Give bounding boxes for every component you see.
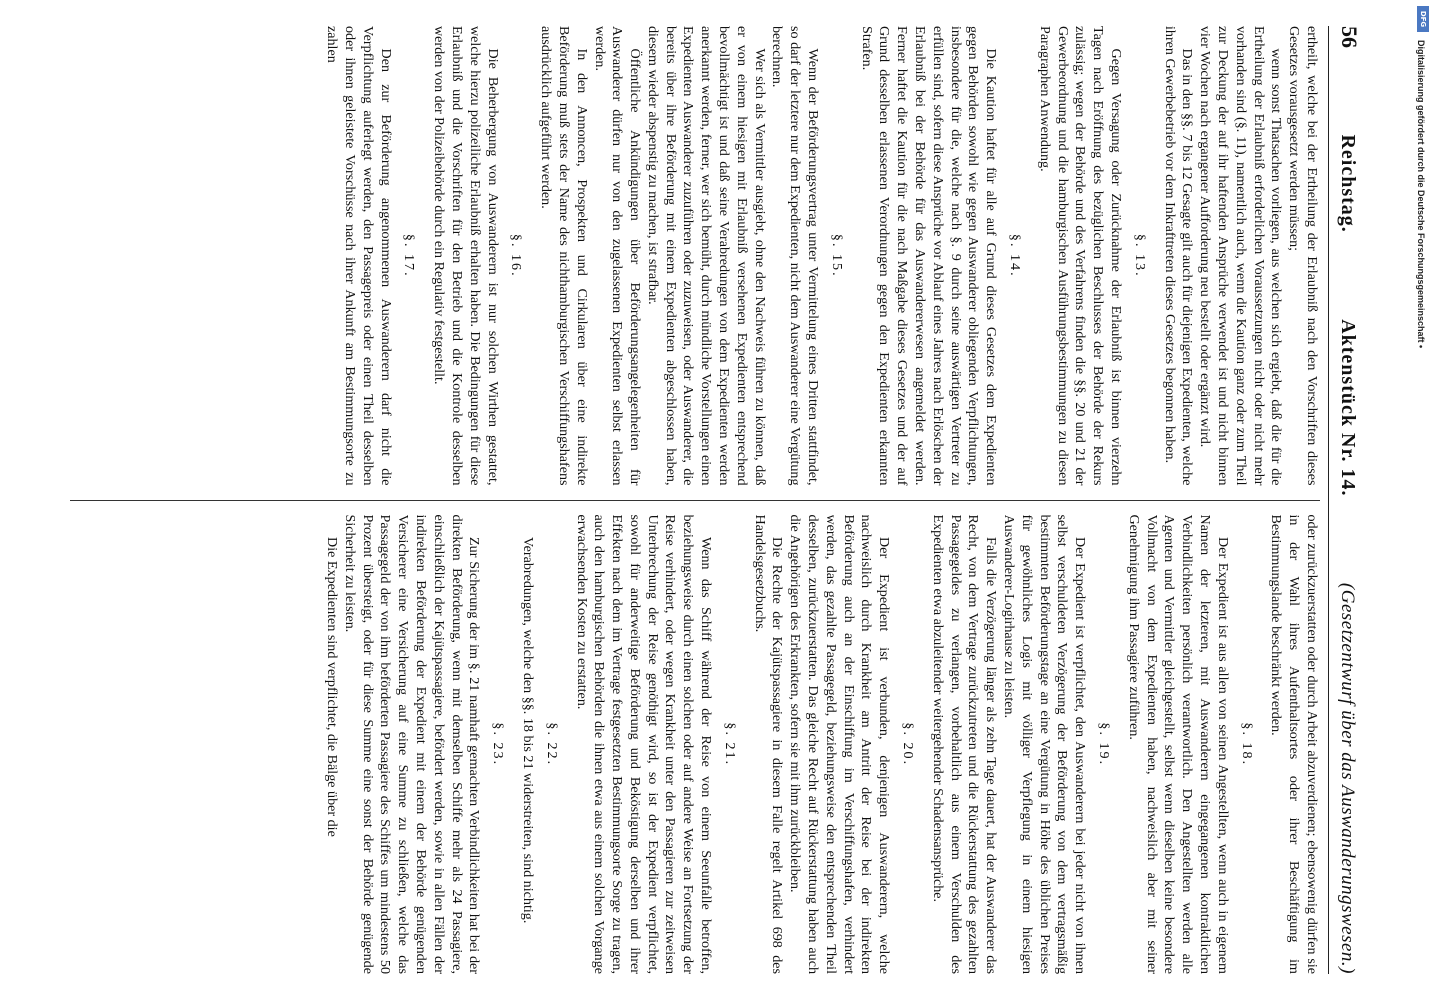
document-number: Aktenstück Nr. 14. xyxy=(1337,319,1359,497)
section-heading: §. 17. xyxy=(401,233,418,278)
paragraph: Wenn der Beförderungsvertrag unter Vermittelung eines Dritten stattfindet, so darf der letztere nur dem Expedienten, nicht dem Auswanderer eine Vergütung berechnen. xyxy=(769,26,822,486)
page-number: 56 xyxy=(1337,26,1362,48)
right-column xyxy=(70,515,1320,975)
left-column xyxy=(70,26,1320,486)
paragraph: Der Expedient ist verbunden, denjenigen Auswanderern, welche nachweislich durch Krankheit am Antritt der Reise bei der indirekten Beförderung auch an der Einschiffung im Verschiffungshafen, verhindert werden, das gezahlte Passagegeld, beziehungsweise den entsprechenden Theil desselben, zurückzuerstatten. Das gleiche Recht auf Rückerstattung haben auch die Angehörigen des Erkrankten, sofern sie mit ihm zurückbleiben. xyxy=(787,514,893,974)
paragraph: Verabredungen, welche den §§. 18 bis 21 widerstreiten, sind nichtig. xyxy=(519,537,536,924)
paragraph: Gegen Versagung oder Zurücknahme der Erlaubniß ist binnen vierzehn Tagen nach Eröffnung des bezüglichen Beschlusses der Behörde der Rekurs zulässig; wegen der Behörde und des Verfahrens finden die §§. 20 und 21 der Gewerbeordnung und die hamburgischen Ausführungsbestimmungen zu diesen Paragraphen Anwendung. xyxy=(1036,26,1125,486)
paragraph: Die Beherbergung von Auswanderern ist nur solchen Wirthen gestattet, welche hierzu polizeiliche Erlaubniß erhalten haben. Die Bedingungen für diese Erlaubniß und die Vorschriften für den Betrieb und die Kontrole desselben werden von der Polizeibehörde durch ein Regulativ festgestellt. xyxy=(431,26,501,486)
paragraph: Der Expedient ist aus allen von seinen Angestellten, wenn auch in eigenem Namen der letzteren, mit Auswanderern eingegangenen kontraktlichen Verbindlichkeiten persönlich verantwortlich. Den Angestellten werden alle Agenten und Vermittler gleichgestellt, selbst wenn dieselben keine besondere Vollmacht von dem Expedienten haben, nachweislich aber mit seiner Genehmigung ihm Passagiere zuführen. xyxy=(1125,514,1231,974)
section-heading: §. 16. xyxy=(508,233,525,278)
dfg-logo: DFG xyxy=(1417,6,1429,32)
paragraph: Falls die Verzögerung länger als zehn Tage dauert, hat der Auswanderer das Recht, von dem Vertrage zurückzutreten und die Rückerstattung des gezahlten Passagegeldes zu verlangen, vorbehaltlich aus einem Verschulden des Expedienten etwa abzuleitender weitergehender Schadensansprüche. xyxy=(929,514,1000,974)
paragraph: Den zur Beförderung angenommenen Auswanderern darf nicht die Verpflichtung auferlegt werden, den Passagepreis oder einen Theil desselben oder ihnen geleistete Vorschüsse nach ihrer Ankunft am Bestimmungsorte zu zahlen xyxy=(324,26,394,486)
section-heading: §. 20. xyxy=(900,722,917,767)
running-head xyxy=(1328,26,1362,974)
section-heading: §. 14. xyxy=(1007,233,1024,278)
paragraph: Die Kaution haftet für alle auf Grund dieses Gesetzes dem Expedienten gegen Behörden sowohl wie gegen Auswanderer obliegenden Verpflichtungen, insbesondere für die, welche nach §. 9 durch seine auswärtigen Vertreter zu erfüllen sind, sofern diese Ansprüche vor Ablauf eines Jahres nach Erlöschen der Erlaubniß bei der Behörde für das Auswandererwesen angemeldet werden. Ferner haftet die Kaution für die nach Maßgabe dieses Gesetzes und der auf Grund desselben erlassenen Verordnungen gegen den Expedienten erkannten Strafen. xyxy=(858,26,1000,486)
paragraph: Wenn das Schiff während der Reise von einem Seeunfalle betroffen, beziehungsweise durch einen solchen oder auf andere Weise an Fortsetzung der Reise verhindert, oder wegen Krankheit unter den Passagieren zur zeitweisen Unterbrechung der Reise genöthigt wird, so ist der Expedient verpflichtet, sowohl für anderweitige Beförderung und Beköstigung derselben und ihrer Effekten nach dem im Vertrage festgesetzten Bestimmungsorte Sorge zu tragen, auch den hamburgischen Behörden die ihnen etwa aus einem solchen Vorgange erwachsenden Kosten zu erstatten. xyxy=(573,514,715,974)
paragraph: Die Expedienten sind verpflichtet, die Bälge über die xyxy=(323,537,340,837)
paragraph: wenn sonst Thatsachen vorliegen, aus welchen sich ergiebt, daß die für die Ertheilung der Erlaubniß erforderlichen Voraussetzungen nicht oder nicht mehr vorhanden sind (§. 11), namentlich auch, wenn die Kaution ganz oder zum Theil zur Deckung der auf ihr haftenden Ansprüche verwendet ist und nicht binnen vier Wochen nach ergangener Aufforderung neu bestellt oder ergänzt wird. xyxy=(1197,26,1285,486)
section-heading: §. 22. xyxy=(543,722,560,767)
paragraph: Das in den §§. 7 bis 12 Gesagte gilt auch für diejenigen Expedienten, welche ihren Gewerbebetrieb vor dem Inkrafttreten dieses Gesetzes begonnen haben. xyxy=(1161,26,1196,486)
section-heading: §. 19. xyxy=(1096,722,1113,767)
section-heading: §. 18. xyxy=(1238,722,1255,767)
section-heading: §. 13. xyxy=(1131,233,1148,278)
paragraph: In den Annoncen, Prospekten und Cirkularen über eine indirekte Beförderung muß stets der Name des nichthamburgischen Verschiffungshafens ausdrücklich aufgeführt werden. xyxy=(538,26,590,486)
section-heading: §. 23. xyxy=(490,722,507,767)
paragraph: Der Expedient ist verpflichtet, den Auswanderern bei jeder nicht von ihnen selbst verschuldeten Verzögerung der Beförderung von dem vertragsmäßig bestimmten Beförderungstage an eine Vergütung in Höhe des üblichen Preises für gewöhnliches Logis mit völliger Verpflegung in einem hiesigen Auswanderer-Logirhause zu leisten. xyxy=(1001,514,1089,974)
paragraph: ertheilt, welche bei der Ertheilung der Erlaubniß nach den Vorschriften dieses Gesetzes vorausgesetzt werden müssen; xyxy=(1286,26,1320,486)
paragraph: oder zurückzuerstatten oder durch Arbeit abzuverdienen; ebensowenig dürfen sie in der Wahl ihres Aufenthaltsortes oder ihrer Beschäftigung im Bestimmungslande beschränkt werden. xyxy=(1268,514,1320,974)
paragraph: Öffentliche Ankündigungen über Beförderungsangelegenheiten für Auswanderer dürfen nur von den zugelassenen Expedienten selbst erlassen werden. xyxy=(591,26,644,486)
paragraph: Wer sich als Vermittler ausgiebt, ohne den Nachweis führen zu können, daß er von einem hiesigen mit Erlaubniß versehenen Expedienten entsprechend bevollmächtigt ist und daß seine Verabredungen von dem Expedienten werden anerkannt werden, ferner, wer sich bemüht, durch mündliche Vorstellungen einen Expedienten Auswanderer zuzuführen oder zuzuweisen, oder Auswanderer, die bereits über ihre Beförderung mit einem Expedienten abgeschlossen haben, diesem wieder abspenstig zu machen, ist strafbar. xyxy=(644,26,768,486)
text-columns xyxy=(70,26,1320,974)
document-page xyxy=(50,0,1380,1000)
column-divider xyxy=(70,500,1320,501)
section-heading: §. 15. xyxy=(828,233,845,278)
paragraph: Die Rechte der Kajütspassagiere in diesem Falle regelt Artikel 698 des Handelsgesetzbuchs. xyxy=(751,514,786,974)
parliament-title: Reichstag. xyxy=(1337,134,1359,233)
document-subject: (Gesetzentwurf über das Auswanderungswesen.) xyxy=(1337,582,1358,974)
section-heading: §. 21. xyxy=(721,722,738,767)
paragraph: Zur Sicherung der im §. 21 namhaft gemachten Verbindlichkeiten hat bei der direkten Beförderung, wenn mit demselben Schiffe mehr als 24 Passagiere, einschließlich der Kajütspassagiere, befördert werden, sowie in allen Fällen der indirekten Beförderung der Expedient mit einem der Behörde genügenden Versicherer eine Versicherung auf eine Summe zu schließen, welche das Passagegeld der von ihm beförderten Passagiere des Schiffes um mindestens 50 Prozent übersteigt, oder für diese Summe eine sonst der Behörde genügende Sicherheit zu leisten. xyxy=(341,514,483,974)
